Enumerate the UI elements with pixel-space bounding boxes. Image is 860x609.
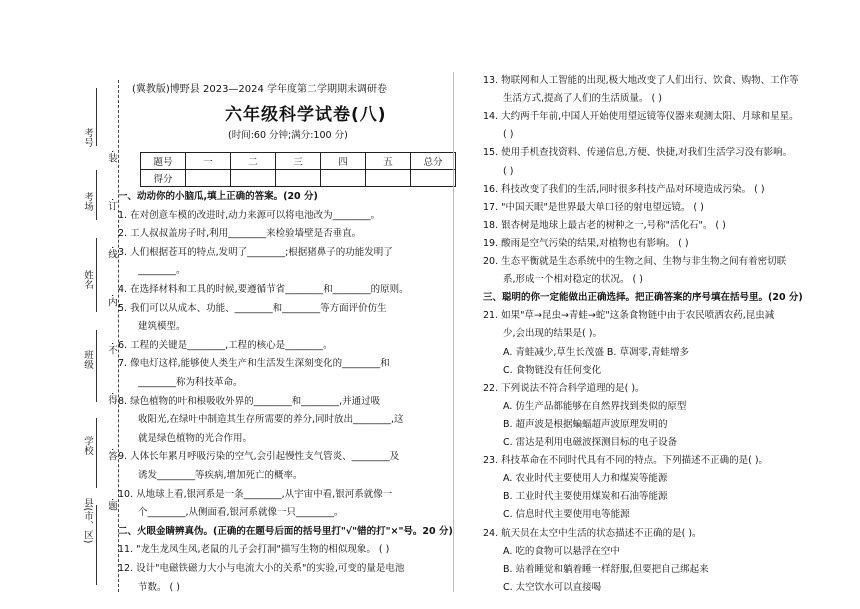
field-school-label: 学校 <box>82 436 93 455</box>
binding-marker: ·题 <box>106 498 117 511</box>
question-line: A. 农业时代主要使用人力和煤炭等能源 <box>503 473 668 485</box>
question-line: A. 仿生产品都能够在自然界找到类似的原型 <box>503 400 687 412</box>
score-cell: 四 <box>321 153 366 170</box>
question-line: B. 超声波是根据蝙蝠超声波原理发明的 <box>503 418 668 430</box>
question-line: 1. 在对创意车模的改进时,动力来源可以将电池改为________。 <box>118 209 381 221</box>
question-line: 15. 使用手机查找资料、传递信息,方便、快捷,对我们生活学习没有影响。 <box>483 147 793 159</box>
binding-marker: ·订 <box>106 198 117 211</box>
question-line: 23. 科技革命在不同时代具有不同的特点。下列描述不正确的是( )。 <box>483 455 769 467</box>
question-line: 个________,从侧面看,银河系就像一只________。 <box>138 507 344 519</box>
question-line: ( ) <box>503 165 514 177</box>
score-cell: 二 <box>231 153 276 170</box>
question-line: 就是绿色植物的光合作用。 <box>138 432 253 444</box>
score-input-cell[interactable] <box>321 170 366 187</box>
question-line: B. 站着睡觉和躺着睡一样舒服,但要把自己绑起来 <box>503 563 709 575</box>
question-line: 10. 从地球上看,银河系是一条________,从宇宙中看,银河系就像一 <box>118 488 393 500</box>
exam-subtitle: (冀教版)博野县 2023—2024 学年度第二学期期末调研卷 <box>132 84 388 95</box>
page-title: 六年级科学试卷(八) <box>225 105 387 125</box>
score-cell: 五 <box>366 153 411 170</box>
field-county-label: 县(市、区) <box>82 498 93 544</box>
binding-marker: ·内 <box>106 294 117 307</box>
score-input-cell[interactable] <box>276 170 321 187</box>
question-line: 9. 人体长年累月呼吸污染的空气,会引起慢性支气管炎、________及 <box>118 451 400 463</box>
section-heading: 三、聪明的你一定能做出正确选择。把正确答案的序号填在括号里。(20 分) <box>483 292 803 304</box>
question-line: 系,形成一个相对稳定的状况。 ( ) <box>503 274 643 286</box>
question-line: 17. "中国天眼"是世界最大单口径的射电望远镜。 ( ) <box>483 201 704 213</box>
question-line: 4. 在选择材料和工具的时候,要遵循节省________和________的原则。 <box>118 284 409 295</box>
column-divider <box>453 72 454 592</box>
score-table-header-row <box>141 153 456 170</box>
question-line: 21. 如果"草→昆虫→青蛙→蛇"这条食物链中由于农民喷洒农药,昆虫减 <box>483 310 775 322</box>
score-input-cell[interactable] <box>411 170 456 187</box>
question-line: B. 工业时代主要使用煤炭和石油等能源 <box>503 491 668 503</box>
question-line: 诱发________等疾病,增加死亡的概率。 <box>138 470 303 481</box>
score-input-cell[interactable] <box>366 170 411 187</box>
score-input-cell[interactable] <box>186 170 231 187</box>
exam-info: (时间:60 分钟;满分:100 分) <box>228 130 348 141</box>
binding-line <box>96 170 97 220</box>
binding-line <box>96 330 97 402</box>
question-line: C. 信息时代主要使用电等能源 <box>503 509 630 521</box>
question-line: C. 雷达是利用电磁波探测目标的电子设备 <box>503 437 678 448</box>
question-line: 19. 酸雨是空气污染的结果,对植物也有影响。 ( ) <box>483 237 689 249</box>
question-line: 13. 物联网和人工智能的出现,极大地改变了人们出行、饮食、购物、工作等 <box>483 75 799 86</box>
score-table <box>140 152 456 187</box>
question-line: 8. 绿色植物的叶和根吸收外界的________和________,并通过吸 <box>118 395 381 407</box>
question-line: 5. 我们可以从成本、功能、________和________等方面评价仿生 <box>118 302 387 314</box>
binding-marker: ·线 <box>106 246 117 259</box>
question-line: 3. 人们根据苍耳的特点,发明了________;根据猪鼻子的功能发明了 <box>118 246 393 258</box>
question-line: A. 青蛙减少,草生长茂盛 B. 草凋零,青蛙增多 <box>503 346 689 358</box>
field-name-label: 姓名 <box>82 270 93 289</box>
question-line: 少,会出现的结果是( )。 <box>503 328 602 340</box>
question-line: ________。 <box>138 265 186 277</box>
question-line: 收阳光,在绿叶中制造其生存所需要的养分,同时放出________,这 <box>138 414 404 426</box>
score-cell: 三 <box>276 153 321 170</box>
question-line: 22. 下列说法不符合科学道理的是( )。 <box>483 382 645 394</box>
question-line: 24. 航天员在太空中生活的状态描述不正确的是( )。 <box>483 527 702 539</box>
question-line: 2. 工人叔叔盖房子时,利用________来检验墙壁是否垂直。 <box>118 228 362 240</box>
question-line: 16. 科技改变了我们的生活,同时很多科技产品对环境造成污染。 ( ) <box>483 183 765 195</box>
section-heading: 二、火眼金睛辨真伪。(正确的在题号后面的括号里打"√"错的打"×"号。20 分) <box>118 525 453 537</box>
field-class-label: 班级 <box>82 350 93 369</box>
binding-marker: ·不 <box>106 342 117 355</box>
question-line: C. 食物链没有任何变化 <box>503 364 602 376</box>
question-line: 7. 像电灯这样,能够使人类生产和生活发生深刻变化的________和 <box>118 358 390 370</box>
question-line: 20. 生态平衡就是生态系统中的生物之间、生物与非生物之间有着密切联 <box>483 256 787 267</box>
binding-marker: ·答 <box>106 448 117 461</box>
question-line: 11. "龙生龙凤生凤,老鼠的儿子会打洞"描写生物的相似现象。 ( ) <box>118 544 390 556</box>
binding-line <box>96 238 97 312</box>
question-line: 6. 工程的关键是________,工程的核心是________。 <box>118 339 333 351</box>
binding-line <box>96 505 97 585</box>
field-exam-room-label: 考场 <box>82 192 93 211</box>
question-line: 14. 大约两千年前,中国人开始使用望远镜等仪器来观测太阳、月球和星星。 <box>483 111 799 123</box>
question-line: ( ) <box>503 129 514 141</box>
field-exam-number-label: 考号 <box>82 128 93 147</box>
binding-dashed-line <box>118 80 119 592</box>
question-line: 建筑模型。 <box>138 321 186 333</box>
score-cell: 一 <box>186 153 231 170</box>
question-line: 18. 银杏树是地球上最古老的树种之一,号称"活化石"。 ( ) <box>483 219 726 231</box>
score-cell: 得分 <box>141 170 186 187</box>
question-line: ________称为科技革命。 <box>138 377 243 388</box>
binding-marker: ·得 <box>106 392 117 405</box>
binding-line <box>96 418 97 488</box>
question-line: 12. 设计"电磁铁磁力大小与电流大小的关系"的实验,可变的量是电池 <box>118 563 405 574</box>
binding-marker: ·装 <box>106 150 117 163</box>
question-line: A. 吃的食物可以悬浮在空中 <box>503 545 620 557</box>
section-heading: 一、动动你的小脑瓜,填上正确的答案。(20 分) <box>118 191 318 202</box>
question-line: 节数。 ( ) <box>138 581 180 593</box>
question-line: 生活方式,提高了人们的生活质量。 ( ) <box>503 93 662 105</box>
binding-line <box>96 88 97 146</box>
score-cell: 总分 <box>411 153 456 170</box>
score-input-cell[interactable] <box>231 170 276 187</box>
score-table-score-row <box>141 170 456 187</box>
question-line: C. 太空饮水可以直接喝 <box>503 581 602 593</box>
score-cell: 题号 <box>141 153 186 170</box>
